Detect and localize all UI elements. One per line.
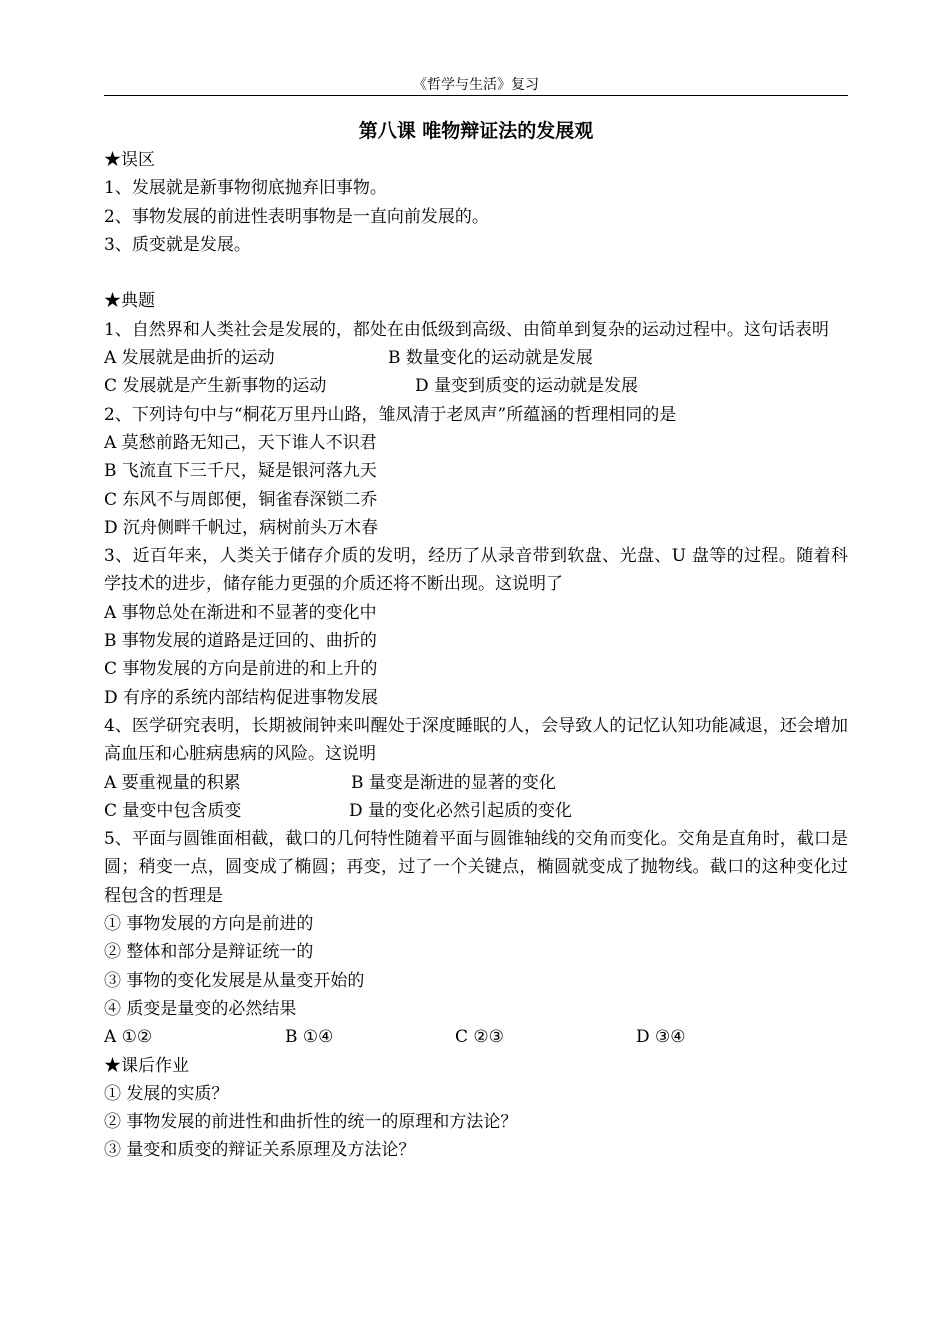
option-a: A 莫愁前路无知己，天下谁人不识君 — [104, 432, 377, 453]
question-4-options-row-2 — [104, 797, 848, 825]
option-b: B 事物发展的道路是迂回的、曲折的 — [104, 631, 377, 652]
option-c: C 量变中包含质变 — [104, 800, 242, 821]
misconception-item: 1、发展就是新事物彻底抛弃旧事物。 — [104, 178, 387, 199]
statement-1: ① 事物发展的方向是前进的 — [104, 914, 314, 935]
option-b: B 数量变化的运动就是发展 — [388, 348, 593, 369]
option-d: D ③④ — [636, 1027, 686, 1048]
misconception-item: 3、质变就是发展。 — [104, 234, 251, 255]
option-c: C ②③ — [455, 1027, 504, 1048]
question-5-options — [104, 1023, 848, 1051]
option-d: D 量变到质变的运动就是发展 — [415, 376, 639, 397]
lesson-title: 第八课 唯物辩证法的发展观 — [358, 120, 594, 142]
question-1-options-row-2 — [104, 372, 848, 400]
question-4-options-row-1 — [104, 769, 848, 797]
homework-item: ② 事物发展的前进性和曲折性的统一的原理和方法论？ — [104, 1112, 518, 1133]
document-body — [104, 146, 848, 1165]
question-2-stem: 2、下列诗句中与“桐花万里丹山路，雏凤清于老凤声”所蕴涵的哲理相同的是 — [104, 404, 677, 425]
option-d: D 沉舟侧畔千帆过，病树前头万木春 — [104, 517, 379, 538]
homework-item: ① 发展的实质？ — [104, 1083, 229, 1104]
header-rule — [104, 95, 848, 96]
question-1-options-row-1 — [104, 344, 848, 372]
option-b: B 飞流直下三千尺，疑是银河落九天 — [104, 461, 377, 482]
option-a: A 要重视量的积累 — [104, 772, 241, 793]
option-a: A 发展就是曲折的运动 — [104, 348, 275, 369]
statement-3: ③ 事物的变化发展是从量变开始的 — [104, 970, 365, 991]
option-c: C 发展就是产生新事物的运动 — [104, 376, 327, 397]
page-header: 《哲学与生活》复习 — [413, 77, 539, 93]
misconception-item: 2、事物发展的前进性表明事物是一直向前发展的。 — [104, 206, 489, 227]
spacer — [104, 259, 848, 287]
option-a: A ①② — [104, 1027, 153, 1048]
option-b: B ①④ — [285, 1027, 334, 1048]
option-c: C 东风不与周郎便，铜雀春深锁二乔 — [104, 489, 378, 510]
question-4-stem: 4、医学研究表明，长期被闹钟来叫醒处于深度睡眠的人，会导致人的记忆认知功能减退，还会增加高血压和心脏病患病的风险。这说明 — [104, 715, 848, 765]
examples-heading: ★典题 — [104, 291, 155, 312]
misconceptions-heading: ★误区 — [104, 150, 155, 170]
option-a: A 事物总处在渐进和不显著的变化中 — [104, 602, 377, 623]
option-d: D 量的变化必然引起质的变化 — [349, 800, 573, 821]
option-c: C 事物发展的方向是前进的和上升的 — [104, 659, 378, 680]
statement-4: ④ 质变是量变的必然结果 — [104, 998, 297, 1019]
option-d: D 有序的系统内部结构促进事物发展 — [104, 687, 379, 708]
homework-heading: ★课后作业 — [104, 1055, 189, 1076]
option-b: B 量变是渐进的显著的变化 — [351, 772, 556, 793]
homework-item: ③ 量变和质变的辩证关系原理及方法论？ — [104, 1140, 416, 1161]
statement-2: ② 整体和部分是辩证统一的 — [104, 942, 314, 963]
question-1-stem: 1、自然界和人类社会是发展的，都处在由低级到高级、由简单到复杂的运动过程中。这句话表明 — [104, 319, 829, 340]
question-5-stem: 5、平面与圆锥面相截，截口的几何特性随着平面与圆锥轴线的交角而变化。交角是直角时，截口是圆；稍变一点，圆变成了椭圆；再变，过了一个关键点，椭圆就变成了抛物线。截口的这种变化过程包含的哲理是 — [104, 829, 848, 906]
question-3-stem: 3、近百年来，人类关于储存介质的发明，经历了从录音带到软盘、光盘、U 盘等的过程。随着科学技术的进步，储存能力更强的介质还将不断出现。这说明了 — [104, 546, 848, 595]
